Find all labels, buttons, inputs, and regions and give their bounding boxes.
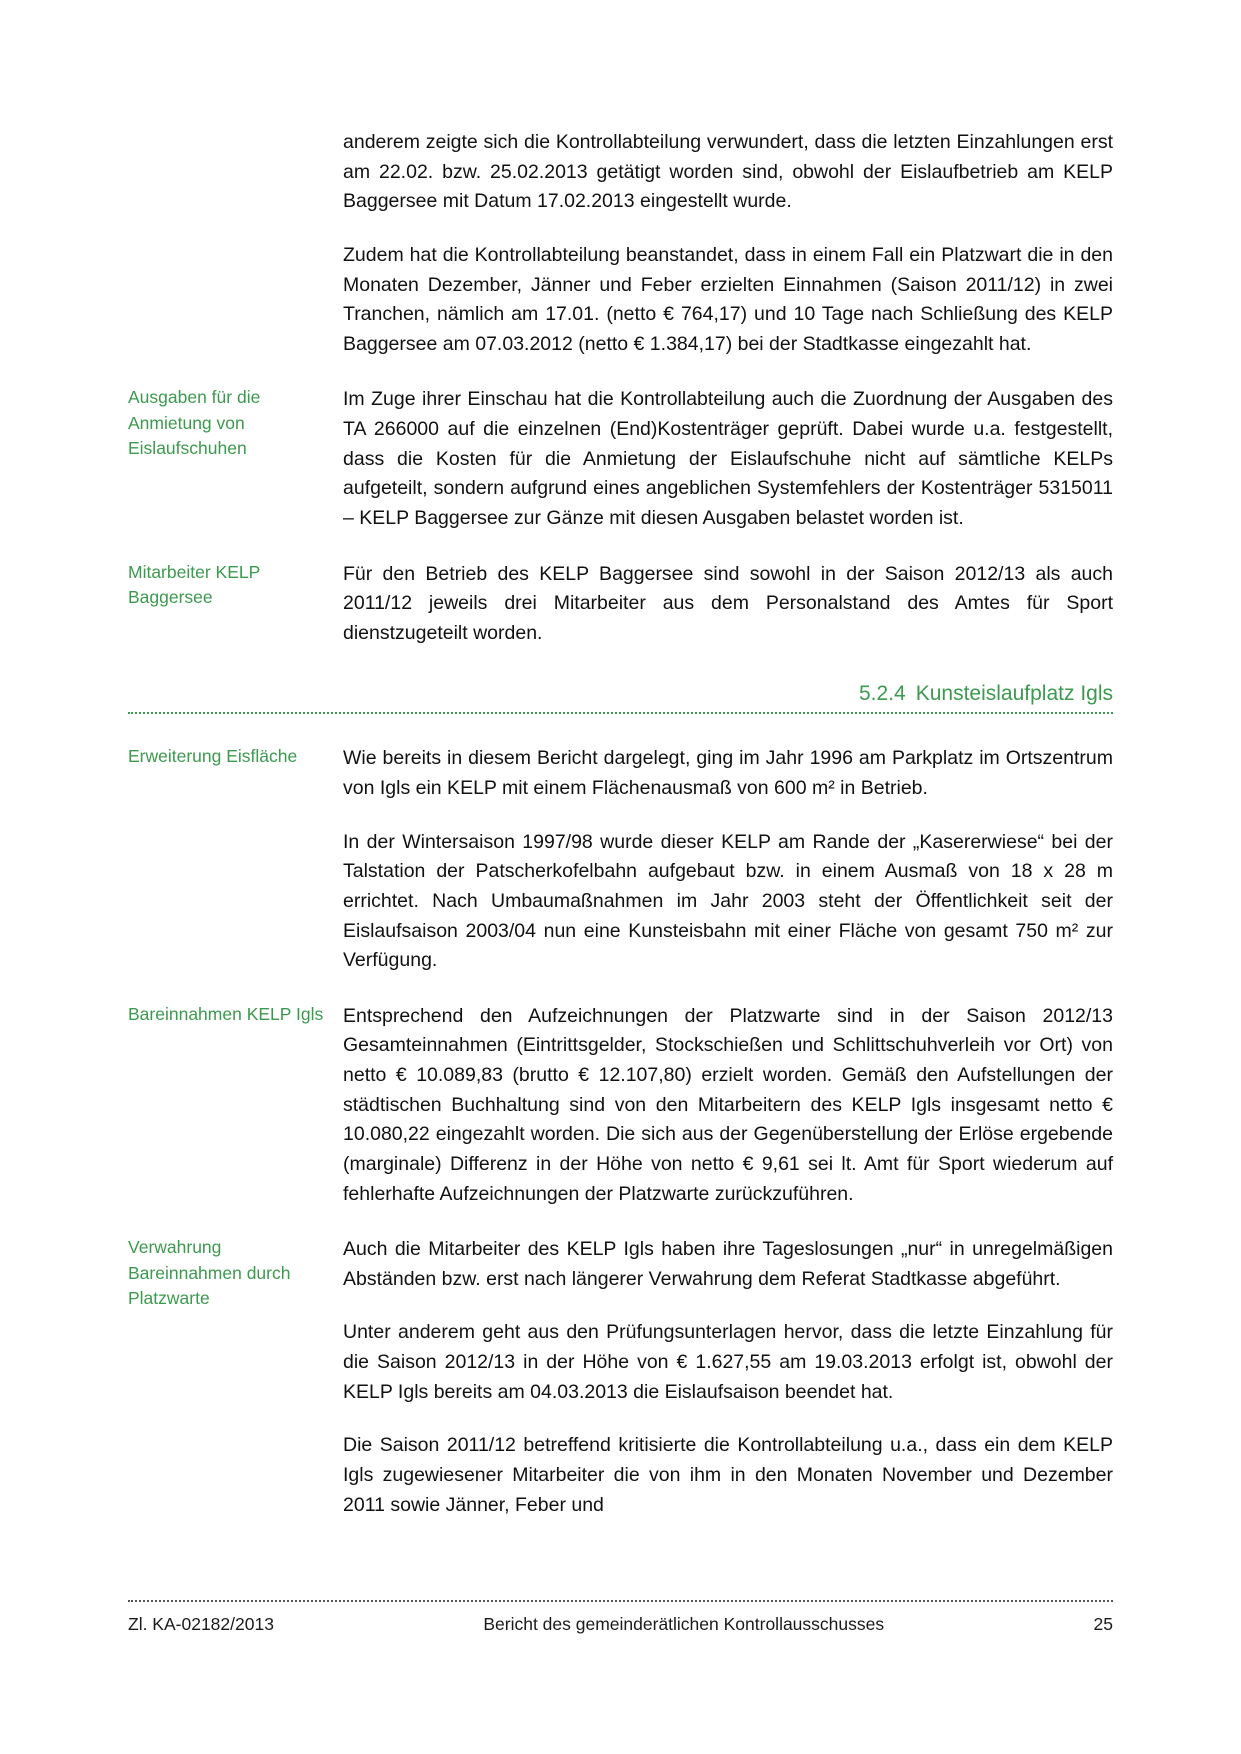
paragraph: Entsprechend den Aufzeichnungen der Platzwarte sind in der Saison 2012/13 Gesamteinnahmen (Eintrittsgelder, Stockschießen und Schlittschuhverleih vor Ort) von netto € 10.089,83 (brutto € 12.107,80) erzielt worden. Gemäß den Aufstellungen der städtischen Buchhaltung sind von den Mitarbeitern des KELP Igls insgesamt netto € 10.080,22 eingezahlt worden. Die sich aus der Gegenüberstellung der Erlöse ergebende (marginale) Differenz in der Höhe von netto € 9,61 sei lt. Amt für Sport wiederum auf fehlerhafte Aufzeichnungen der Platzwarte zurückzuführen. xyxy=(343,1004,1113,1205)
content-block xyxy=(128,1235,1113,1520)
body-column xyxy=(343,744,1113,975)
paragraph: Zudem hat die Kontrollabteilung beanstandet, dass in einem Fall ein Platzwart die in den Monaten Dezember, Jänner und Feber erzielten Einnahmen (Saison 2011/12) in zwei Tranchen, nämlich am 17.01. (netto € 764,17) und 10 Tage nach Schließung des KELP Baggersee am 07.03.2012 (netto € 1.384,17) bei der Stadtkasse eingezahlt hat. xyxy=(343,243,1113,355)
margin-note: Erweiterung Eisfläche xyxy=(128,746,298,767)
body-column xyxy=(343,1235,1113,1520)
body-column xyxy=(343,128,1113,359)
content-block xyxy=(128,1002,1113,1209)
footer-title: Bericht des gemeinderätlichen Kontrollausschusses xyxy=(483,1614,885,1634)
content-block xyxy=(128,560,1113,649)
footer-reference: Zl. KA-02182/2013 xyxy=(128,1614,274,1634)
margin-note: Ausgaben für die Anmietung von Eislaufschuhen xyxy=(128,387,261,459)
page-number: 25 xyxy=(1093,1614,1113,1634)
paragraph: Die Saison 2011/12 betreffend kritisierte die Kontrollabteilung u.a., dass ein dem KELP Igls zugewiesener Mitarbeiter die von ihm in den Monaten November und Dezember 2011 sowie Jänner, Feber und xyxy=(343,1434,1113,1516)
section-title: Kunsteislaufplatz Igls xyxy=(915,682,1113,706)
content-block xyxy=(128,744,1113,975)
paragraph: Wie bereits in diesem Bericht dargelegt, ging im Jahr 1996 am Parkplatz im Ortszentrum von Igls ein KELP mit einem Flächenausmaß von 600 m² in Betrieb. xyxy=(343,747,1113,799)
margin-note: Verwahrung Bareinnahmen durch Platzwarte xyxy=(128,1237,291,1308)
page-footer xyxy=(128,1600,1113,1635)
paragraph: Im Zuge ihrer Einschau hat die Kontrollabteilung auch die Zuordnung der Ausgaben des TA 266000 auf die einzelnen (End)Kostenträger geprüft. Dabei wurde u.a. festgestellt, dass die Kosten für die Anmietung der Eislaufschuhe nicht auf sämtliche KELPs aufgeteilt, sondern aufgrund eines angeblichen Systemfehlers der Kostenträger 5315011 – KELP Baggersee zur Gänze mit diesen Ausgaben belastet worden ist. xyxy=(343,388,1113,529)
footer-divider xyxy=(128,1600,1113,1602)
margin-note: Bareinnahmen KELP Igls xyxy=(128,1003,324,1024)
footer-line xyxy=(128,1614,1113,1635)
section-number: 5.2.4 xyxy=(859,682,906,706)
body-column xyxy=(343,560,1113,649)
paragraph: Unter anderem geht aus den Prüfungsunterlagen hervor, dass die letzte Einzahlung für die Saison 2012/13 in der Höhe von € 1.627,55 am 19.03.2013 erfolgt ist, obwohl der KELP Igls bereits am 04.03.2013 die Eislaufsaison beendet hat. xyxy=(343,1321,1113,1403)
content-block xyxy=(128,385,1113,533)
paragraph: anderem zeigte sich die Kontrollabteilung verwundert, dass die letzten Einzahlungen erst am 22.02. bzw. 25.02.2013 getätigt worden sind, obwohl der Eislaufbetrieb am KELP Baggersee mit Datum 17.02.2013 eingestellt wurde. xyxy=(343,131,1113,213)
margin-note: Mitarbeiter KELP Baggersee xyxy=(128,561,260,607)
paragraph: Für den Betrieb des KELP Baggersee sind sowohl in der Saison 2012/13 als auch 2011/12 jeweils drei Mitarbeiter aus dem Personalstand des Amtes für Sport dienstzugeteilt worden. xyxy=(343,562,1113,644)
paragraph: Auch die Mitarbeiter des KELP Igls haben ihre Tageslosungen „nur“ in unregelmäßigen Abständen bzw. erst nach längerer Verwahrung dem Referat Stadtkasse abgeführt. xyxy=(343,1238,1113,1290)
section-heading xyxy=(128,682,1113,714)
body-column xyxy=(343,385,1113,533)
content-block xyxy=(128,128,1113,359)
body-column xyxy=(343,1002,1113,1209)
paragraph: In der Wintersaison 1997/98 wurde dieser KELP am Rande der „Kasererwiese“ bei der Talstation der Patscherkofelbahn aufgebaut bzw. in einem Ausmaß von 18 x 28 m errichtet. Nach Umbaumaßnahmen im Jahr 2003 steht der Öffentlichkeit seit der Eislaufsaison 2003/04 nun eine Kunsteisbahn mit einer Fläche von gesamt 750 m² zur Verfügung. xyxy=(343,830,1113,972)
section-heading-row xyxy=(128,682,1113,714)
page-content xyxy=(128,128,1113,1546)
